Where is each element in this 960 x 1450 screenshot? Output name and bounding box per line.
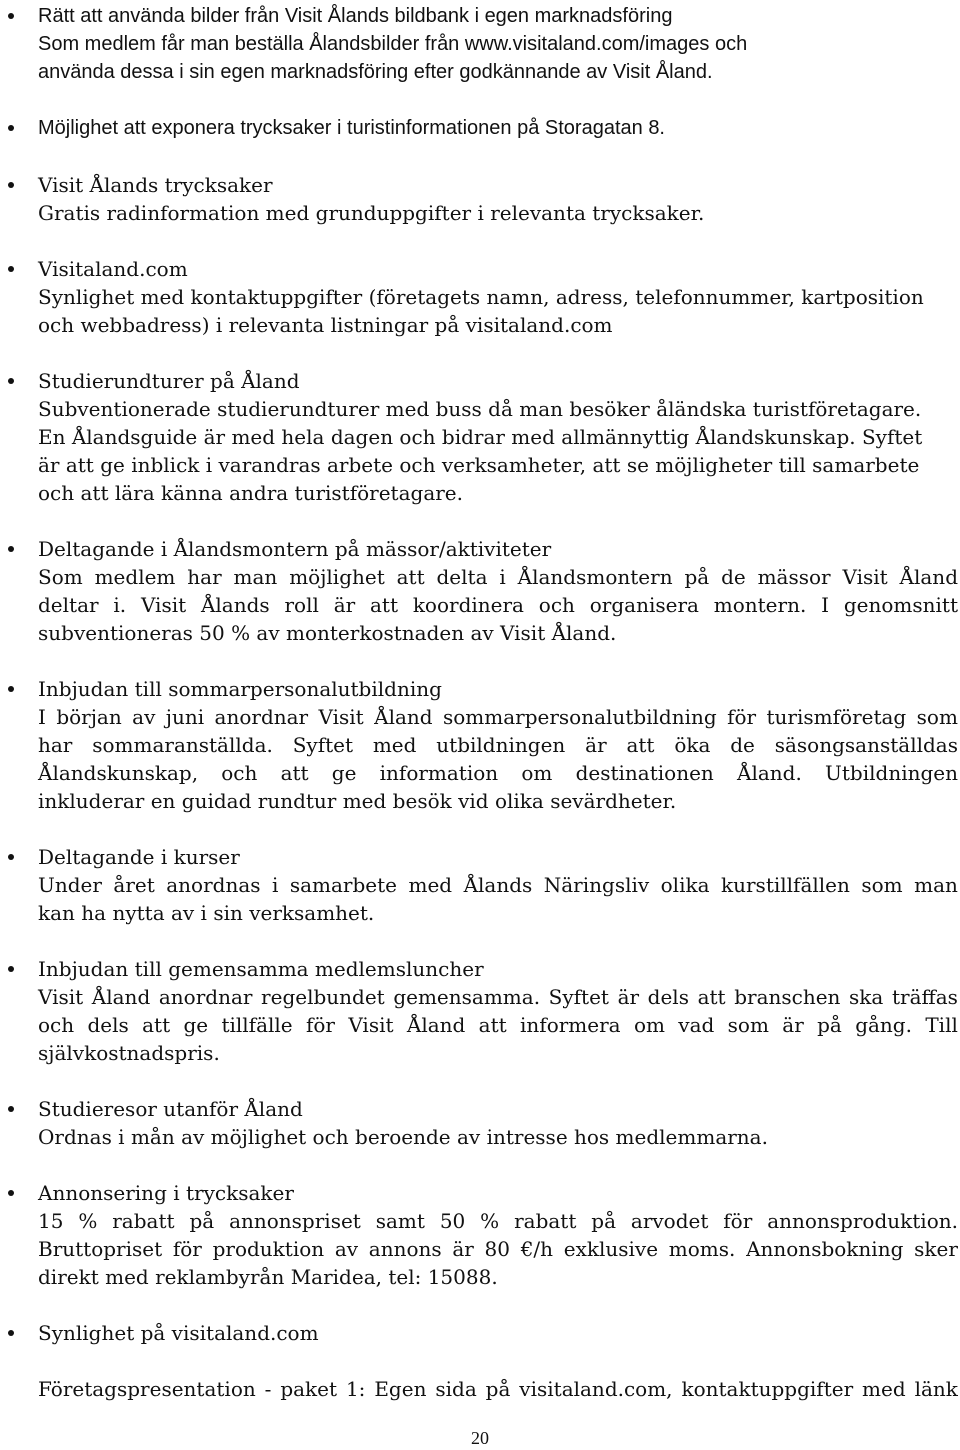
- item-title: Visitaland.com: [38, 257, 188, 281]
- bullet-icon: [8, 686, 14, 692]
- item-body-line: Gratis radinformation med grunduppgifter i relevanta trycksaker.: [38, 201, 705, 225]
- item-body-line: Subventionerade studierundturer med buss då man besöker åländska turistföretagare.: [38, 397, 922, 421]
- trailing-line: Företagspresentation - paket 1: Egen sida på visitaland.com, kontaktuppgifter med länk: [38, 1377, 958, 1401]
- bullet-icon: [8, 1330, 14, 1336]
- item-body-line: Ordnas i mån av möjlighet och beroende av intresse hos medlemmarna.: [38, 1125, 768, 1149]
- item-title: Studieresor utanför Åland: [38, 1097, 303, 1121]
- item-title: Inbjudan till sommarpersonalutbildning: [38, 677, 442, 701]
- bullet-icon: [8, 266, 14, 272]
- bullet-icon: [8, 13, 14, 19]
- bullet-icon: [8, 966, 14, 972]
- item-body-line: Synlighet med kontaktuppgifter (företagets namn, adress, telefonnummer, kartposition: [38, 285, 924, 309]
- item-title: Synlighet på visitaland.com: [38, 1321, 319, 1345]
- item-body-line: 15 % rabatt på annonspriset samt 50 % rabatt på arvodet för annonsproduktion.: [38, 1209, 958, 1233]
- item-title: Deltagande i Ålandsmontern på mässor/aktiviteter: [38, 537, 552, 561]
- bullet-icon: [8, 546, 14, 552]
- item-body-line: och att lära känna andra turistföretagare.: [38, 481, 463, 505]
- item-body-line: direkt med reklambyrån Maridea, tel: 15088.: [38, 1265, 498, 1289]
- bullet-icon: [8, 1106, 14, 1112]
- item-body-line: I början av juni anordnar Visit Åland sommarpersonalutbildning för turismföretag som: [38, 705, 958, 729]
- bullet-icon: [8, 854, 14, 860]
- trailing-paragraph: [38, 1375, 958, 1403]
- item-title: Studierundturer på Åland: [38, 369, 300, 393]
- item-title: Deltagande i kurser: [38, 845, 240, 869]
- item-body-line: har sommaranställda. Syftet med utbildningen är att öka de säsongsanställdas: [38, 733, 958, 757]
- item-body-line: och dels att ge tillfälle för Visit Åland att informera om vad som är på gång. Till: [38, 1013, 958, 1037]
- item-body-line: Bruttopriset för produktion av annons är 80 €/h exklusive moms. Annonsbokning sker: [38, 1237, 958, 1261]
- item-body-line: subventioneras 50 % av monterkostnaden av Visit Åland.: [38, 621, 617, 645]
- bullet-icon: [8, 182, 14, 188]
- item-body-line: Visit Åland anordnar regelbundet gemensamma. Syftet är dels att branschen ska träffas: [38, 985, 958, 1009]
- item-title: Annonsering i trycksaker: [38, 1181, 294, 1205]
- bullet-icon: [8, 1190, 14, 1196]
- page-number: 20: [471, 1428, 489, 1448]
- bullet-icon: [8, 125, 14, 131]
- item-body-line: använda dessa i sin egen marknadsföring efter godkännande av Visit Åland.: [38, 61, 713, 83]
- item-body-line: Som medlem får man beställa Ålandsbilder från www.visitaland.com/images och: [38, 33, 748, 55]
- item-body-line: och webbadress) i relevanta listningar på visitaland.com: [38, 313, 613, 337]
- item-title: Rätt att använda bilder från Visit Ålands bildbank i egen marknadsföring: [38, 5, 673, 27]
- item-title: Visit Ålands trycksaker: [38, 173, 273, 197]
- item-body-line: Ålandskunskap, och att ge information om destinationen Åland. Utbildningen: [38, 761, 958, 785]
- item-body-line: Som medlem har man möjlighet att delta i Ålandsmontern på de mässor Visit Åland: [38, 565, 958, 589]
- item-body-line: En Ålandsguide är med hela dagen och bidrar med allmännyttig Ålandskunskap. Syftet: [38, 425, 923, 449]
- bullet-icon: [8, 378, 14, 384]
- item-body-line: är att ge inblick i varandras arbete och verksamheter, att se möjligheter till samarbete: [38, 453, 920, 477]
- item-body-line: deltar i. Visit Ålands roll är att koordinera och organisera montern. I genomsnitt: [38, 593, 958, 617]
- item-title: Möjlighet att exponera trycksaker i turistinformationen på Storagatan 8.: [38, 117, 665, 139]
- item-body-line: självkostnadspris.: [38, 1041, 220, 1065]
- item-title: Inbjudan till gemensamma medlemsluncher: [38, 957, 484, 981]
- item-body-line: Under året anordnas i samarbete med Ålands Näringsliv olika kurstillfällen som man: [38, 873, 958, 897]
- item-body-line: inkluderar en guidad rundtur med besök vid olika sevärdheter.: [38, 789, 677, 813]
- item-body-line: kan ha nytta av i sin verksamhet.: [38, 901, 375, 925]
